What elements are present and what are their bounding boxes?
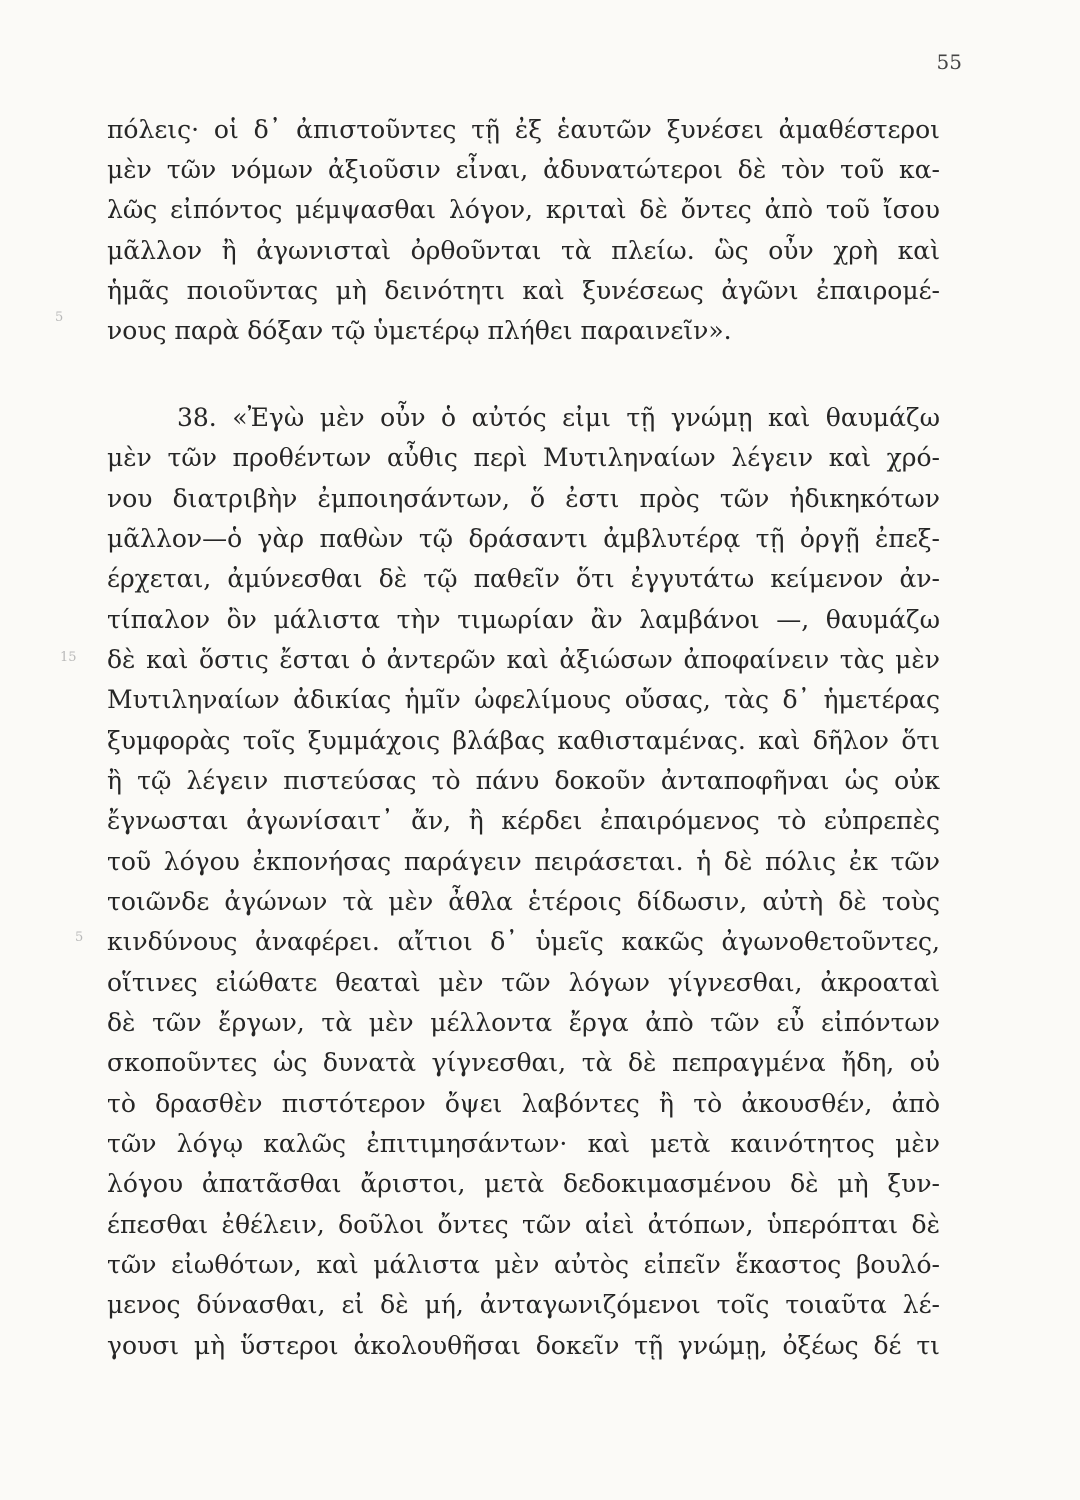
text-line: τὸ δρασθὲν πιστότερον ὄψει λαβόντες ἢ τὸ ἀκουσθέν, ἀπὸ — [107, 1089, 940, 1118]
text-line: σκοποῦντες ὡς δυνατὰ γίγνεσθαι, τὰ δὲ πεπραγμένα ἤδη, οὐ — [107, 1048, 940, 1077]
text-line: έπεσθαι ἐθέλειν, δοῦλοι ὄντες τῶν αἰεὶ ἀτόπων, ὑπερόπται δὲ — [107, 1210, 940, 1239]
line-number-marker: 5 — [55, 310, 64, 325]
text-line: τοῦ λόγου ἐκπονήσας παράγειν πειράσεται. ἡ δὲ πόλις ἐκ τῶν — [107, 847, 940, 876]
text-line: μὲν τῶν νόμων ἀξιοῦσιν εἶναι, ἀδυνατώτεροι δὲ τὸν τοῦ κα- — [107, 155, 940, 184]
text-line: νους παρὰ δόξαν τῷ ὑμετέρῳ πλήθει παραινεῖν». — [107, 316, 732, 345]
text-line: Μυτιληναίων ἀδικίας ἡμῖν ὠφελίμους οὔσας, τὰς δ᾽ ἡμετέρας — [107, 685, 940, 714]
line-number-marker: 15 — [60, 650, 77, 665]
text-line: τίπαλον ὂν μάλιστα τὴν τιμωρίαν ἂν λαμβάνοι —, θαυμάζω — [107, 605, 940, 634]
text-line: λόγου ἀπατᾶσθαι ἄριστοι, μετὰ δεδοκιμασμένου δὲ μὴ ξυν- — [107, 1169, 940, 1198]
text-line: μενος δύνασθαι, εἰ δὲ μή, ἀνταγωνιζόμενοι τοῖς τοιαῦτα λέ- — [107, 1290, 940, 1319]
text-line: τῶν εἰωθότων, καὶ μάλιστα μὲν αὐτὸς εἰπεῖν ἕκαστος βουλό- — [107, 1250, 940, 1279]
page-number: 55 — [936, 50, 962, 74]
text-line: νου διατριβὴν ἐμποιησάντων, ὅ ἐστι πρὸς τῶν ἠδικηκότων — [107, 484, 940, 513]
text-line: έρχεται, ἀμύνεσθαι δὲ τῷ παθεῖν ὅτι ἐγγυτάτω κείμενον ἀν- — [107, 564, 940, 593]
text-line: ξυμφορὰς τοῖς ξυμμάχοις βλάβας καθισταμένας. καὶ δῆλον ὅτι — [107, 726, 940, 755]
text-line: δὲ τῶν ἔργων, τὰ μὲν μέλλοντα ἔργα ἀπὸ τῶν εὖ εἰπόντων — [107, 1008, 940, 1037]
text-line: ἔγνωσται ἀγωνίσαιτ᾽ ἄν, ἢ κέρδει ἐπαιρόμενος τὸ εὐπρεπὲς — [107, 806, 940, 835]
line-number-marker: 5 — [75, 930, 84, 945]
text-line: δὲ καὶ ὅστις ἔσται ὁ ἀντερῶν καὶ ἀξιώσων ἀποφαίνειν τὰς μὲν — [107, 645, 940, 674]
text-line: οἵτινες εἰώθατε θεαταὶ μὲν τῶν λόγων γίγνεσθαι, ἀκροαταὶ — [107, 968, 940, 997]
text-line: ἢ τῷ λέγειν πιστεύσας τὸ πάνυ δοκοῦν ἀνταποφῆναι ὡς οὐκ — [107, 766, 940, 795]
section-start-line: 38. «Ἐγὼ μὲν οὖν ὁ αὐτός εἰμι τῇ γνώμῃ καὶ θαυμάζω — [177, 403, 940, 432]
text-line: τῶν λόγῳ καλῶς ἐπιτιμησάντων· καὶ μετὰ καινότητος μὲν — [107, 1129, 940, 1158]
text-line: μὲν τῶν προθέντων αὖθις περὶ Μυτιληναίων λέγειν καὶ χρό- — [107, 443, 940, 472]
text-line: κινδύνους ἀναφέρει. αἴτιοι δ᾽ ὑμεῖς κακῶς ἀγωνοθετοῦντες, — [107, 927, 940, 956]
text-line: πόλεις· οἱ δ᾽ ἀπιστοῦντες τῇ ἐξ ἑαυτῶν ξυνέσει ἀμαθέστεροι — [107, 115, 940, 144]
text-line: ἡμᾶς ποιοῦντας μὴ δεινότητι καὶ ξυνέσεως ἀγῶνι ἐπαιρομέ- — [107, 276, 940, 305]
text-line: μᾶλλον ἢ ἀγωνισταὶ ὀρθοῦνται τὰ πλείω. ὣς οὖν χρὴ καὶ — [107, 236, 940, 265]
text-line: τοιῶνδε ἀγώνων τὰ μὲν ἆθλα ἑτέροις δίδωσιν, αὐτὴ δὲ τοὺς — [107, 887, 940, 916]
text-line: λῶς εἰπόντος μέμψασθαι λόγον, κριταὶ δὲ ὄντες ἀπὸ τοῦ ἴσου — [107, 195, 940, 224]
text-line: γουσι μὴ ὕστεροι ἀκολουθῆσαι δοκεῖν τῇ γνώμῃ, ὀξέως δέ τι — [107, 1331, 940, 1360]
text-line: μᾶλλον—ὁ γὰρ παθὼν τῷ δράσαντι ἀμβλυτέρᾳ τῇ ὀργῇ ἐπεξ- — [107, 524, 940, 553]
